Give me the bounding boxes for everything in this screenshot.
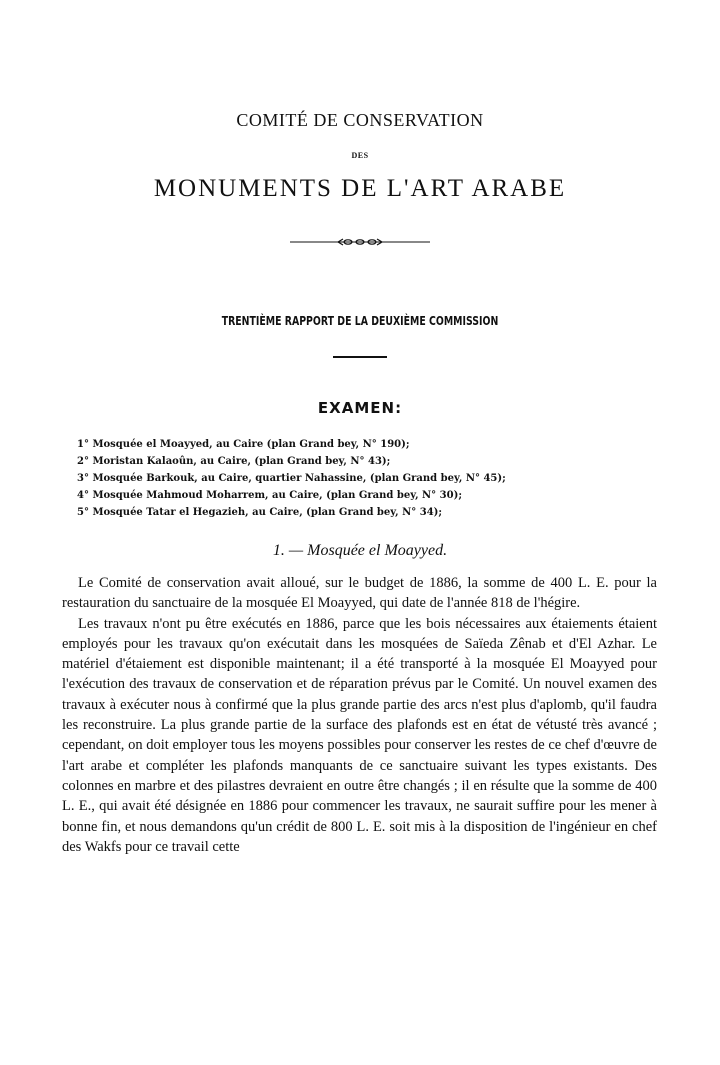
list-item: 5° Mosquée Tatar el Hegazieh, au Caire, (plan Grand bey, N° 34); (77, 507, 443, 518)
examen-heading: EXAMEN: (317, 399, 403, 417)
section-title: 1. — Mosquée el Moayyed. (272, 542, 448, 559)
list-item: 3° Mosquée Barkouk, au Caire, quartier Nahassine, (plan Grand bey, N° 45); (77, 473, 506, 484)
body-text (62, 573, 657, 857)
short-divider (333, 356, 387, 358)
ornament-divider (290, 236, 430, 248)
committee-title: COMITÉ DE CONSERVATION (236, 110, 484, 130)
agenda-list (77, 436, 677, 521)
report-title: TRENTIÈME RAPPORT DE LA DEUXIÈME COMMISSION (221, 314, 499, 328)
main-title: MONUMENTS DE L'ART ARABE (153, 175, 567, 202)
des-word: DES (351, 151, 369, 160)
list-item: 4° Mosquée Mahmoud Moharrem, au Caire, (plan Grand bey, N° 30); (77, 490, 463, 501)
list-item: 2° Moristan Kalaoûn, au Caire, (plan Grand bey, N° 43); (77, 456, 391, 467)
paragraph: Les travaux n'ont pu être exécutés en 1886, parce que les bois nécessaires aux étaiements étaient employés pour les travaux qu'on exécutait dans les mosquées de Saïeda Zênab et d'El Azhar. Le matériel d'étaiement est disponible maintenant; il a été transporté à la mosquée El Moayyed pour l'exécution des travaux de conservation et de réparation prévus par le Comité. Un nouvel examen des travaux à exécuter nous à confirmé que la plus grande partie des arcs n'est plus d'aplomb, qu'il faudra les reconstruire. La plus grande partie de la surface des plafonds est en état de vétusté très avancé ; cependant, on doit employer tous les moyens possibles pour conserver les restes de ce chef d'œuvre de l'art arabe et compléter les plafonds manquants de ce sanctuaire suivant les types existants. Des colonnes en marbre et des pilastres devraient en outre être changés ; il en résulte que la somme de 400 L. E., qui avait été désignée en 1886 pour commencer les travaux, ne saurait suffire pour les mener à bonne fin, et nous demandons qu'un crédit de 800 L. E. soit mis à la disposition de l'ingénieur en chef des Wakfs pour ce travail cette (62, 615, 657, 855)
list-item: 1° Mosquée el Moayyed, au Caire (plan Grand bey, N° 190); (77, 439, 410, 450)
paragraph: Le Comité de conservation avait alloué, sur le budget de 1886, la somme de 400 L. E. pour la restauration du sanctuaire de la mosquée El Moayyed, qui date de l'année 818 de l'hégire. (62, 575, 657, 612)
